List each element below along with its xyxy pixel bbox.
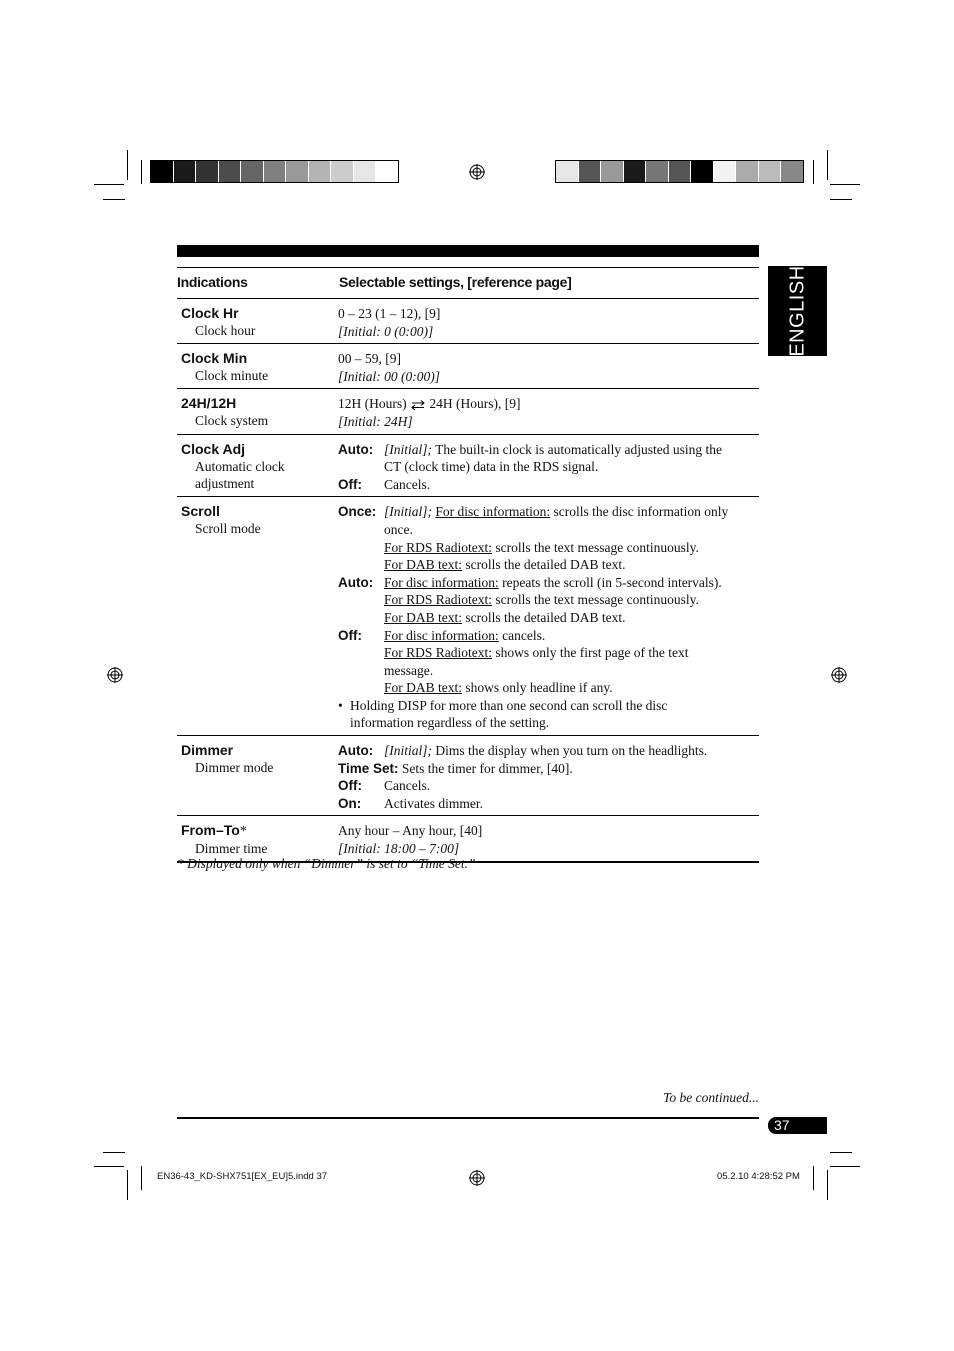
color-swatch [624, 161, 647, 182]
indication-name [181, 822, 338, 840]
crop-mark [813, 160, 814, 184]
registration-mark-icon [469, 1170, 485, 1186]
table-row [177, 435, 759, 498]
color-swatch [219, 161, 242, 182]
settings-table [177, 245, 759, 863]
indication-name: Clock Hr [181, 305, 239, 321]
option-text: Cancels. [384, 778, 431, 794]
table-row [177, 344, 759, 389]
indication-desc: Dimmer mode [195, 760, 274, 776]
option-key: Off: [338, 778, 362, 794]
color-swatch [556, 161, 579, 182]
option-text: shows only the first page of the text [495, 645, 689, 661]
option-key: Time Set: [338, 760, 399, 776]
color-swatch [376, 161, 398, 182]
option-text: repeats the scroll (in 5-second intervals). [502, 574, 722, 590]
option-text: scrolls the disc information only [553, 504, 729, 520]
crop-mark [830, 1166, 860, 1167]
color-calibration-bar [555, 160, 804, 183]
option-off [338, 476, 759, 494]
color-swatch [669, 161, 692, 182]
option-once [338, 503, 759, 538]
option-text: Dims the display when you turn on the headlights. [435, 743, 708, 759]
option-key: Auto: [338, 743, 374, 759]
option-text: The built-in clock is automatically adjusted using the [435, 441, 722, 457]
color-calibration-bar [150, 160, 399, 183]
option-key: Once: [338, 504, 377, 520]
indication-desc: Clock hour [195, 323, 256, 338]
crop-mark [103, 1152, 125, 1153]
source-label: For DAB text: [384, 680, 463, 696]
header-indications: Indications [177, 274, 248, 290]
table-top-bar [177, 245, 759, 257]
option-auto [338, 742, 759, 760]
setting-range [338, 395, 759, 413]
color-swatch [354, 161, 377, 182]
asterisk: * [239, 824, 247, 840]
indication-name: 24H/12H [181, 395, 237, 412]
table-header [177, 267, 759, 299]
footer-rule [177, 1117, 759, 1119]
option-text: scrolls the text message continuously. [495, 539, 699, 555]
indication-name: Dimmer [181, 742, 234, 759]
option-text: Cancels. [384, 476, 431, 492]
option-off [338, 777, 759, 795]
source-label: For DAB text: [384, 557, 463, 573]
option-on [338, 795, 759, 813]
source-label: For RDS Radiotext: [384, 592, 493, 608]
option-key: Off: [338, 627, 362, 643]
toggle-arrows-icon [411, 400, 425, 410]
note-bullet [338, 697, 759, 732]
option-key: Auto: [338, 574, 374, 590]
indication-desc: Clock system [195, 413, 269, 429]
option-text: scrolls the text message continuously. [495, 592, 699, 608]
source-label: For RDS Radiotext: [384, 539, 493, 555]
color-swatch [646, 161, 669, 182]
color-swatch [241, 161, 264, 182]
indication-desc: Clock minute [195, 368, 269, 384]
continued-note: To be continued... [663, 1090, 759, 1105]
header-settings: Selectable settings, [reference page] [339, 274, 572, 290]
option-off [338, 627, 759, 645]
indication-name: Scroll [181, 503, 220, 520]
crop-mark [94, 1166, 124, 1167]
color-swatch [174, 161, 197, 182]
note-text: Holding DISP for more than one second can scroll the disc [350, 697, 668, 713]
option-text: cancels. [502, 627, 546, 643]
color-swatch [151, 161, 174, 182]
color-swatch [601, 161, 624, 182]
option-12h: 12H (Hours) [338, 396, 407, 412]
source-label: For disc information: [384, 627, 499, 643]
indication-name-text: From–To [181, 822, 240, 839]
page-number: 37 [768, 1117, 827, 1134]
indication-name: Clock Min [181, 350, 248, 367]
option-text: once. [384, 521, 413, 537]
color-swatch [736, 161, 759, 182]
color-swatch [781, 161, 803, 182]
option-time-set [338, 760, 759, 778]
registration-mark-icon [107, 667, 123, 683]
source-label: For RDS Radiotext: [384, 645, 493, 661]
table-row [177, 389, 759, 434]
indication-desc: Dimmer time [195, 841, 268, 857]
setting-initial: [Initial: 18:00 – 7:00] [338, 841, 460, 857]
note-text: information regardless of the setting. [350, 715, 550, 731]
indication-desc: Automatic clock [195, 458, 285, 474]
date-slug: 05.2.10 4:28:52 PM [717, 1171, 800, 1182]
footnote: * Displayed only when “Dimmer” is set to “Time Set.” [177, 856, 476, 871]
color-swatch [196, 161, 219, 182]
crop-mark [103, 199, 125, 200]
setting-range: Any hour – Any hour, [40] [338, 823, 483, 839]
crop-mark [141, 160, 142, 184]
language-tab [768, 266, 827, 356]
indication-desc: adjustment [195, 476, 255, 492]
color-swatch [714, 161, 737, 182]
table-row [177, 736, 759, 816]
language-tab-label: ENGLISH [786, 265, 808, 357]
file-slug: EN36-43_KD-SHX751[EX_EU]5.indd 37 [157, 1171, 328, 1182]
option-key: Auto: [338, 441, 374, 457]
color-swatch [309, 161, 332, 182]
color-swatch [691, 161, 714, 182]
crop-mark [127, 1170, 128, 1200]
indication-desc: Scroll mode [195, 521, 261, 537]
initial-marker: [Initial]; [384, 743, 433, 759]
option-text: scrolls the detailed DAB text. [465, 557, 626, 573]
crop-mark [827, 1170, 828, 1200]
table-row [177, 299, 759, 344]
setting-initial: [Initial: 00 (0:00)] [338, 368, 440, 384]
option-text: shows only headline if any. [465, 680, 613, 696]
registration-mark-icon [831, 667, 847, 683]
color-swatch [331, 161, 354, 182]
table-row [177, 497, 759, 736]
source-label: For disc information: [435, 504, 551, 520]
indication-name: Clock Adj [181, 440, 246, 457]
color-swatch [759, 161, 782, 182]
option-auto [338, 574, 759, 592]
crop-mark [127, 150, 128, 180]
crop-mark [141, 1166, 142, 1190]
crop-mark [827, 150, 828, 180]
crop-mark [830, 1152, 852, 1153]
option-text: scrolls the detailed DAB text. [465, 609, 626, 625]
setting-range: 00 – 59, [9] [338, 351, 401, 367]
initial-marker: [Initial]; [384, 504, 433, 520]
initial-marker: [Initial]; [384, 441, 433, 457]
crop-mark [94, 184, 124, 185]
option-key: On: [338, 795, 362, 811]
option-24h: 24H (Hours), [9] [429, 396, 521, 412]
color-swatch [579, 161, 602, 182]
bullet-icon: • [338, 697, 343, 713]
registration-mark-icon [469, 164, 485, 180]
crop-mark [830, 199, 852, 200]
option-text: Sets the timer for dimmer, [40]. [401, 760, 573, 776]
source-label: For DAB text: [384, 609, 463, 625]
source-label: For disc information: [384, 574, 499, 590]
option-text: Activates dimmer. [384, 795, 483, 811]
option-text: message. [384, 662, 434, 678]
option-text: CT (clock time) data in the RDS signal. [384, 459, 599, 475]
crop-mark [813, 1166, 814, 1190]
setting-initial: [Initial: 24H] [338, 413, 413, 429]
option-key: Off: [338, 476, 362, 492]
setting-range: 0 – 23 (1 – 12), [9] [338, 306, 441, 321]
setting-initial: [Initial: 0 (0:00)] [338, 323, 434, 339]
color-swatch [286, 161, 309, 182]
color-swatch [264, 161, 287, 182]
option-auto [338, 441, 759, 476]
crop-mark [830, 184, 860, 185]
